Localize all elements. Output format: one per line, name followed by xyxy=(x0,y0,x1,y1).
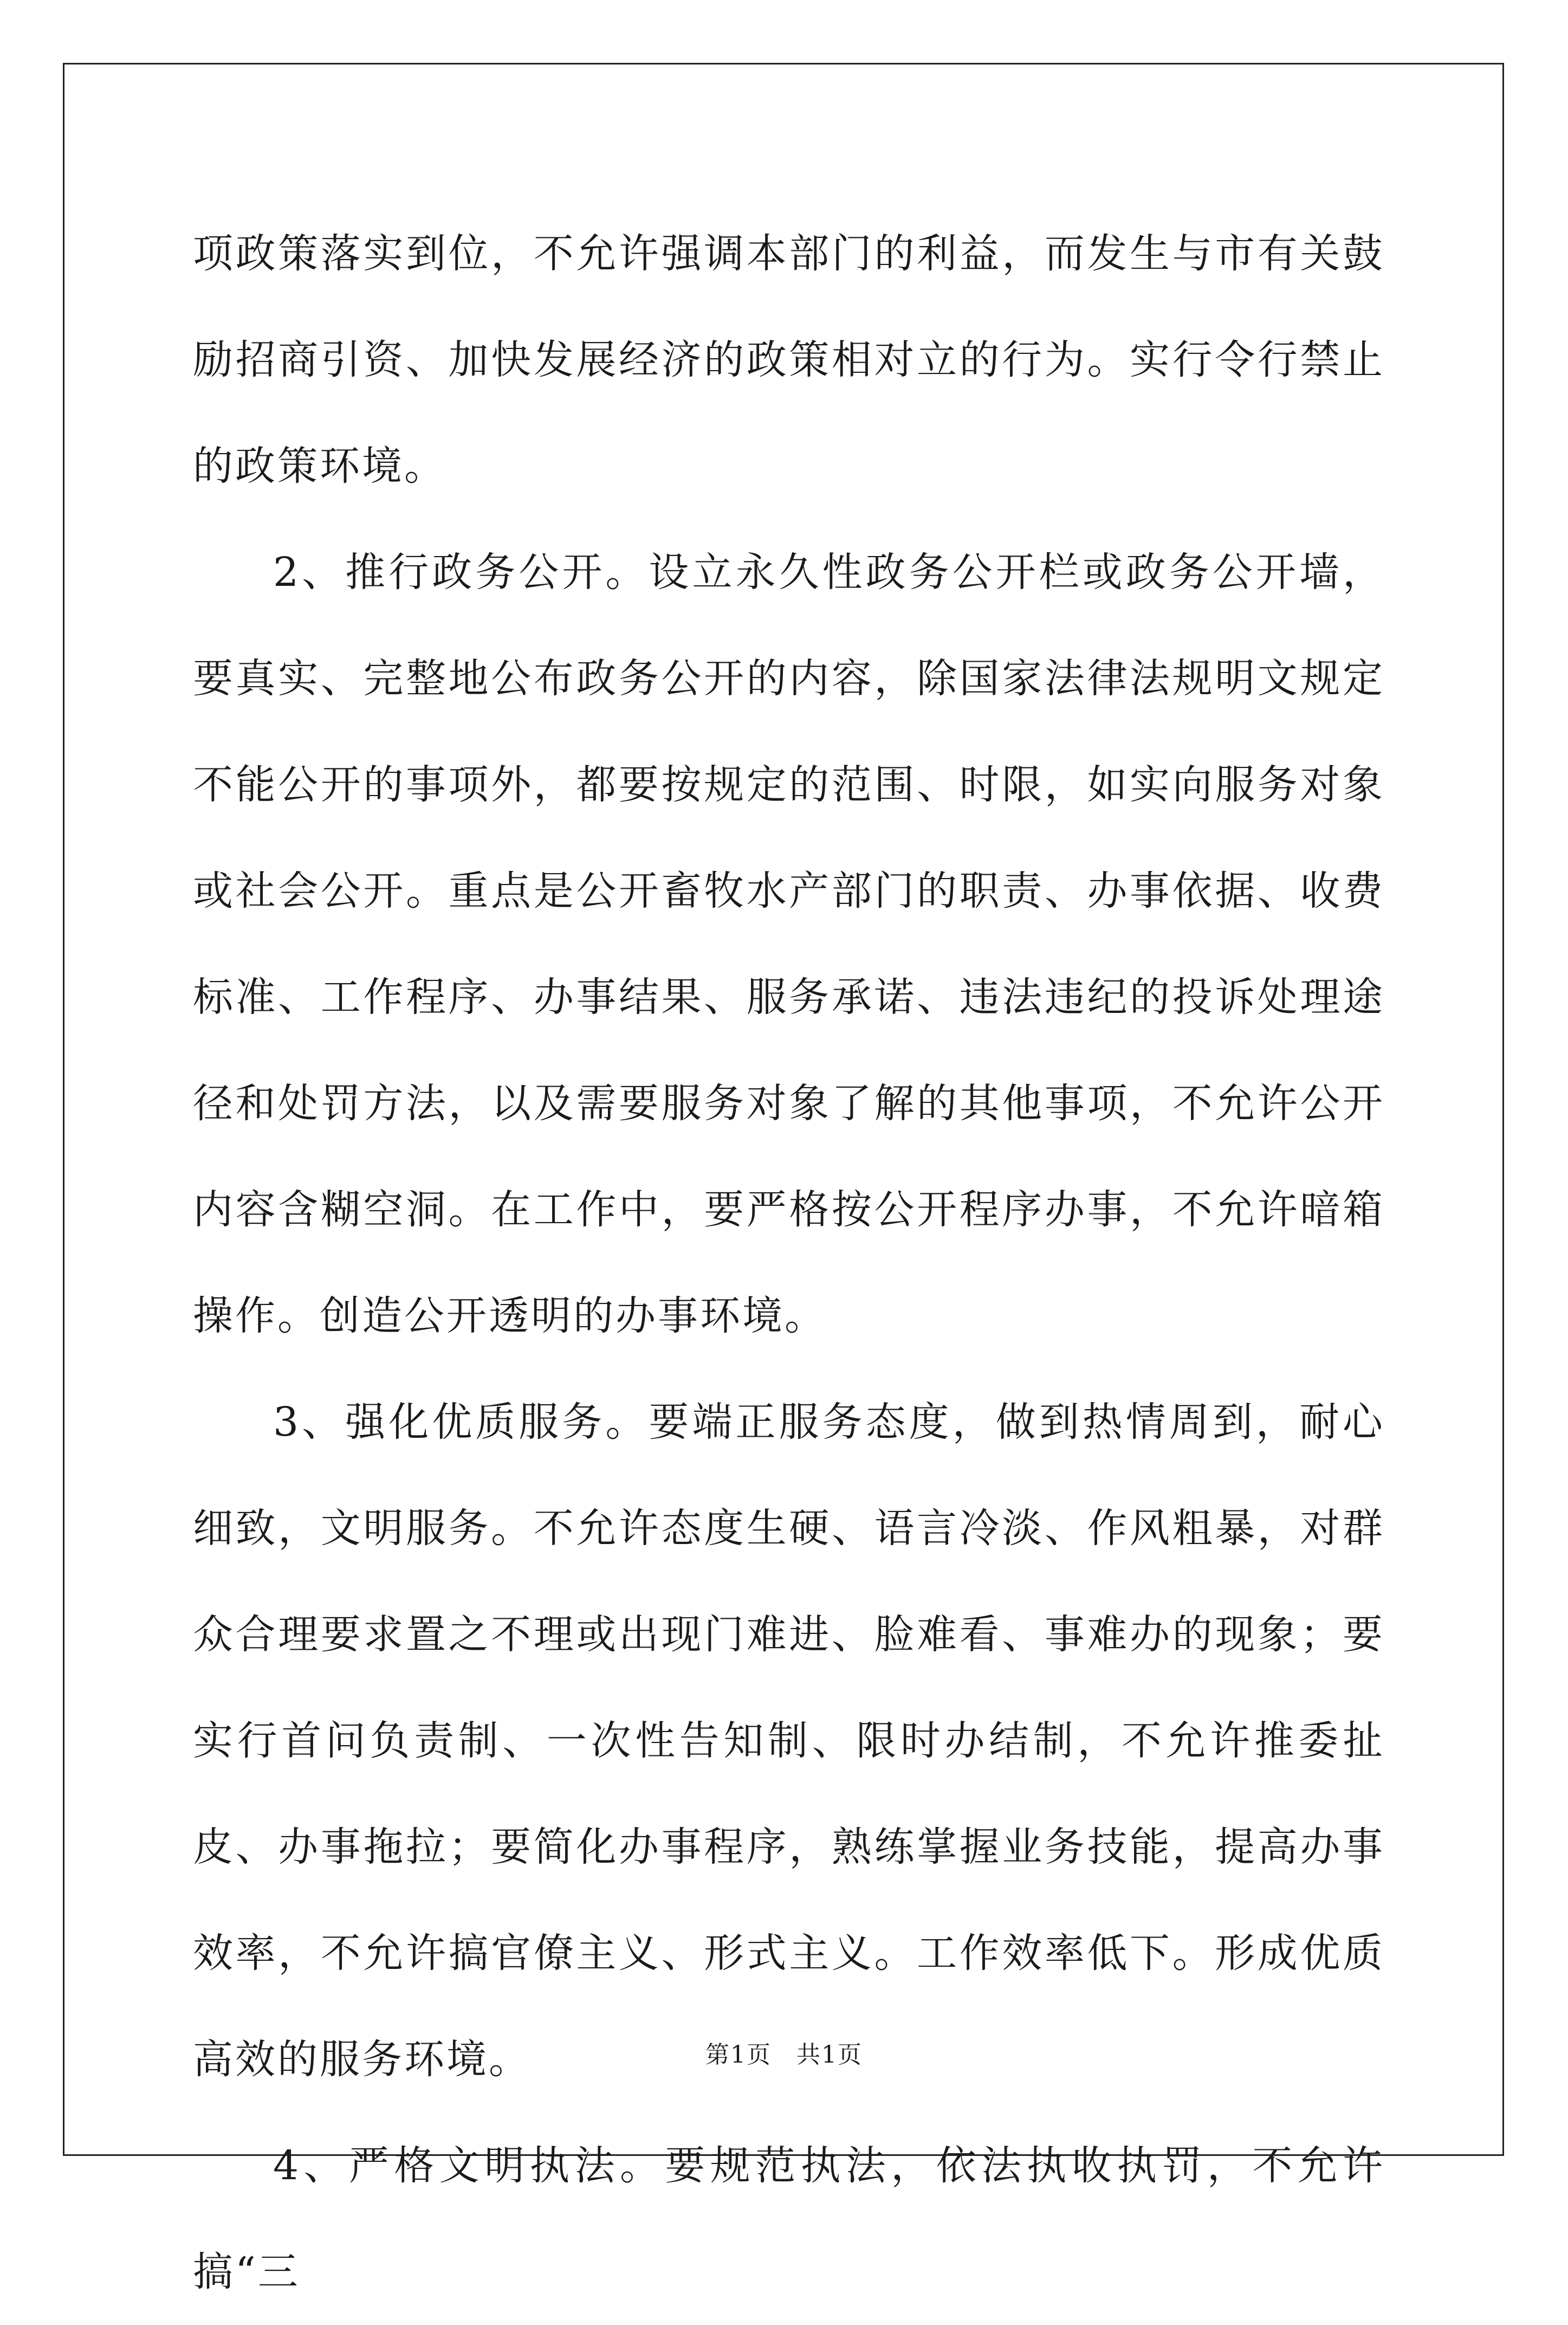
paragraph-item-2: 2、推行政务公开。设立永久性政务公开栏或政务公开墙，要真实、完整地公布政务公开的内容，除国家法律法规明文规定不能公开的事项外，都要按规定的范围、时限，如实向服务对象或社会公开。重点是公开畜牧水产部门的职责、办事依据、收费标准、工作程序、办事结果、服务承诺、违法违纪的投诉处理途径和处罚方法，以及需要服务对象了解的其他事项，不允许公开内容含糊空洞。在工作中，要严格按公开程序办事，不允许暗箱操作。创造公开透明的办事环境。 xyxy=(193,549,1385,1339)
paragraph-item-3: 3、强化优质服务。要端正服务态度，做到热情周到，耐心细致，文明服务。不允许态度生硬、语言冷淡、作风粗暴，对群众合理要求置之不理或出现门难进、脸难看、事难办的现象；要实行首问负责制、一次性告知制、限时办结制，不允许推委扯皮、办事拖拉；要简化办事程序，熟练掌握业务技能，提高办事效率，不允许搞官僚主义、形式主义。工作效率低下。形成优质高效的服务环境。 xyxy=(193,1399,1385,2083)
paragraph-item-4: 4、严格文明执法。要规范执法，依法执收执罚，不允许搞“三 xyxy=(193,2142,1385,2295)
paragraph-continuation: 项政策落实到位，不允许强调本部门的利益，而发生与市有关鼓励招商引资、加快发展经济的政策相对立的行为。实行令行禁止的政策环境。 xyxy=(193,230,1385,489)
document-body xyxy=(193,201,1385,2325)
page-number-footer: 第1页 共1页 xyxy=(705,2041,863,2069)
